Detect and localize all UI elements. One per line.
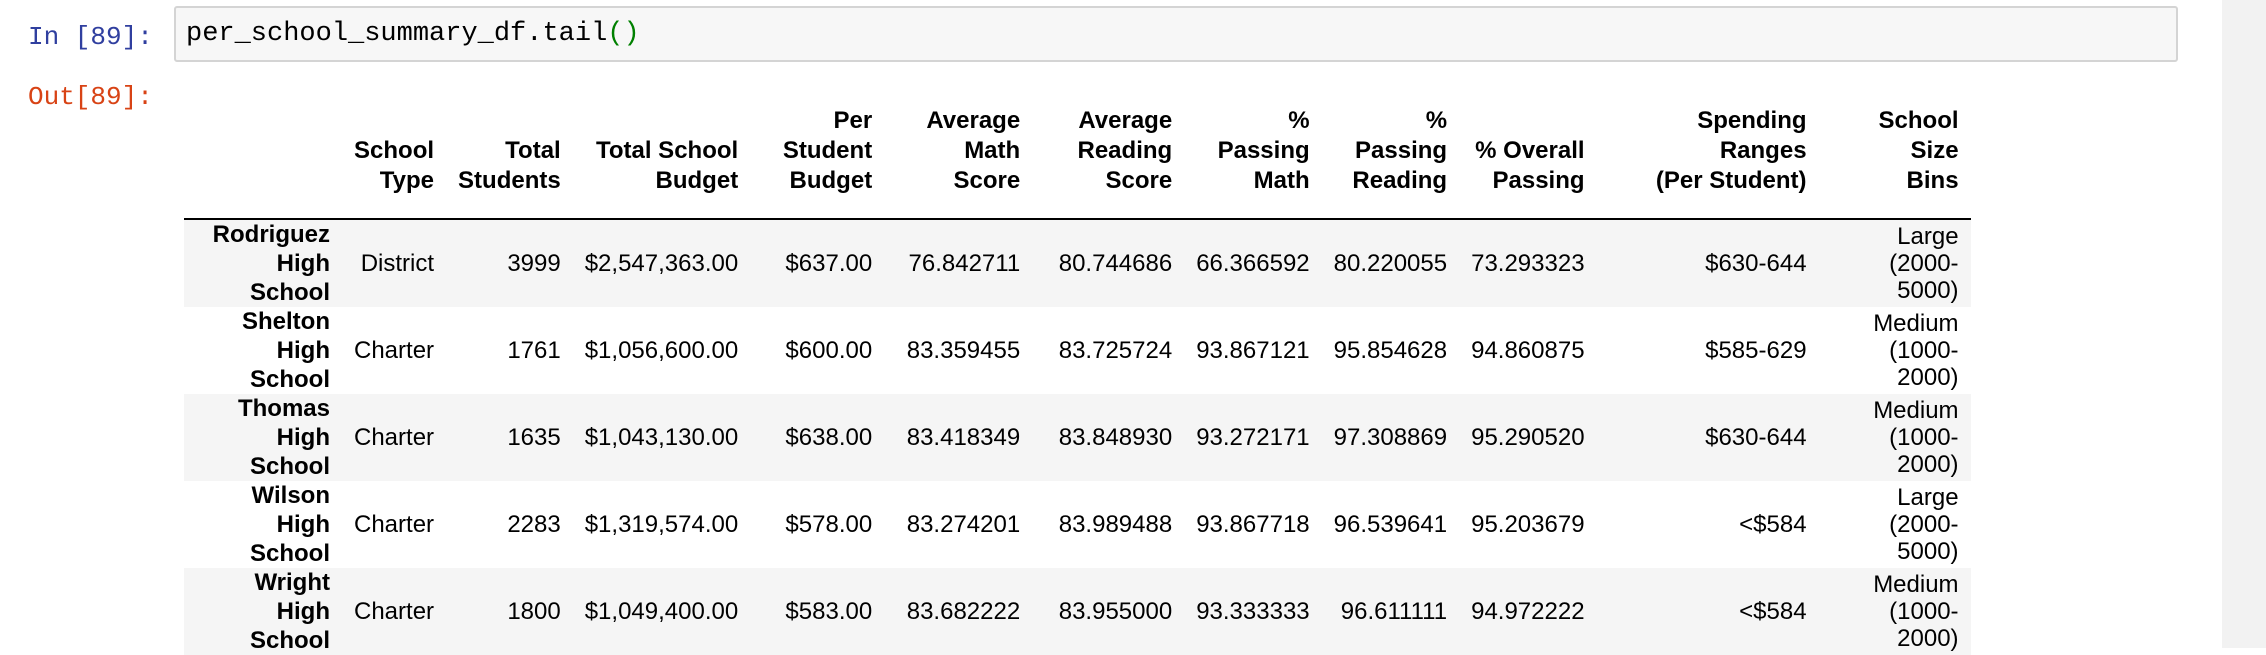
table-cell: 66.366592 <box>1196 250 1310 277</box>
row-index <box>184 481 342 568</box>
row-index-line: Rodriguez <box>212 221 330 248</box>
header-line: Budget <box>655 167 739 194</box>
table-cell: 80.220055 <box>1333 250 1448 277</box>
table-cell: 73.293323 <box>1471 250 1585 277</box>
table-cell: 2283 <box>507 511 561 538</box>
row-index <box>184 307 342 394</box>
table-row <box>184 394 1971 481</box>
table-cell: Charter <box>354 337 435 364</box>
output-prompt: Out[89]: <box>28 82 153 112</box>
column-header <box>1459 106 1596 219</box>
table-cell: 94.972222 <box>1471 598 1585 625</box>
right-scroll-gutter <box>2222 0 2266 648</box>
header-row <box>184 106 1971 219</box>
header-line: Average <box>1078 107 1173 134</box>
header-line: Budget <box>789 167 873 194</box>
cell-line: Large (2000- <box>1889 223 1959 277</box>
column-header <box>750 106 884 219</box>
cell-line: 5000) <box>1897 538 1959 565</box>
header-line: Students <box>458 167 561 194</box>
header-line: Reading <box>1077 137 1173 164</box>
table-cell: 95.290520 <box>1471 424 1585 451</box>
column-header <box>342 106 446 219</box>
code-input-cell[interactable] <box>174 6 2178 62</box>
table-cell: 1800 <box>507 598 561 625</box>
cell-line: Medium <box>1873 310 1959 337</box>
table-cell: 95.203679 <box>1471 511 1585 538</box>
cell-line: (1000-2000) <box>1889 598 1959 652</box>
table-cell: $638.00 <box>785 424 873 451</box>
column-header <box>1322 106 1459 219</box>
column-header <box>1819 106 1971 219</box>
table-cell: $1,049,400.00 <box>584 598 739 625</box>
table-cell: <$584 <box>1739 598 1807 625</box>
header-line: % Overall <box>1475 137 1585 164</box>
table-cell: 93.272171 <box>1196 424 1310 451</box>
table-cell: 93.867718 <box>1196 511 1310 538</box>
table-cell: 80.744686 <box>1058 250 1173 277</box>
code-parens: () <box>607 19 640 49</box>
cell-line: (1000-2000) <box>1889 337 1959 391</box>
cell-line: 5000) <box>1897 277 1959 304</box>
table-cell: 83.848930 <box>1058 424 1173 451</box>
table-cell: 95.854628 <box>1333 337 1448 364</box>
row-index-line: School <box>249 453 330 480</box>
table-cell: 3999 <box>507 250 561 277</box>
header-line: Bins <box>1906 167 1959 194</box>
header-line: Math <box>1253 167 1310 194</box>
row-index <box>184 394 342 481</box>
table-cell: $630-644 <box>1705 424 1807 451</box>
table-cell: 83.359455 <box>906 337 1021 364</box>
cell-line: Medium <box>1873 571 1959 598</box>
row-index <box>184 219 342 307</box>
table-row <box>184 568 1971 655</box>
header-line: Passing <box>1217 137 1310 164</box>
table-cell: District <box>360 250 435 277</box>
header-line: Average <box>926 107 1021 134</box>
table-cell: $578.00 <box>785 511 873 538</box>
row-index <box>184 568 342 655</box>
cell-line: (1000-2000) <box>1889 424 1959 478</box>
index-header <box>184 106 342 219</box>
table-cell: Charter <box>354 511 435 538</box>
column-header <box>884 106 1032 219</box>
table-cell: 1761 <box>507 337 561 364</box>
row-index-line: Wright High <box>254 569 330 625</box>
input-prompt: In [89]: <box>28 22 153 52</box>
table-cell: $1,319,574.00 <box>584 511 739 538</box>
table-row <box>184 219 1971 307</box>
table-cell <box>1819 307 1971 394</box>
row-index-line: High School <box>249 250 330 306</box>
row-index-line: School <box>249 540 330 567</box>
table-cell: $583.00 <box>785 598 873 625</box>
header-line: (Per Student) <box>1655 167 1807 194</box>
table-cell: 83.955000 <box>1058 598 1173 625</box>
row-index-line: School <box>249 627 330 654</box>
table-cell: $2,547,363.00 <box>584 250 739 277</box>
code-line <box>186 19 640 49</box>
table-cell <box>1819 568 1971 655</box>
column-header <box>1184 106 1321 219</box>
header-line: % Passing <box>1355 107 1448 164</box>
header-line: Score <box>1105 167 1173 194</box>
table-cell: 1635 <box>507 424 561 451</box>
column-header <box>446 106 573 219</box>
header-line: Spending Ranges <box>1697 107 1807 164</box>
column-header <box>1597 106 1819 219</box>
header-line: Per Student <box>782 107 873 164</box>
table-cell: 96.611111 <box>1340 598 1448 625</box>
table-cell: 83.989488 <box>1058 511 1173 538</box>
table-cell <box>1819 394 1971 481</box>
table-cell: 93.333333 <box>1196 598 1310 625</box>
table-row <box>184 307 1971 394</box>
table-cell: 83.682222 <box>906 598 1021 625</box>
table-cell: $630-644 <box>1705 250 1807 277</box>
table-cell: 93.867121 <box>1196 337 1310 364</box>
header-line: Total <box>505 137 561 164</box>
table-cell: Charter <box>354 598 435 625</box>
header-line: Passing <box>1492 167 1585 194</box>
row-index-line: School <box>249 366 330 393</box>
table-cell: 94.860875 <box>1471 337 1585 364</box>
header-line: School Size <box>1878 107 1959 164</box>
table-cell: Charter <box>354 424 435 451</box>
table-row <box>184 481 1971 568</box>
code-main: per_school_summary_df.tail <box>186 19 608 49</box>
table-cell: <$584 <box>1739 511 1807 538</box>
table-cell: 83.418349 <box>906 424 1021 451</box>
cell-line: Large (2000- <box>1889 484 1959 538</box>
row-index-line: Wilson High <box>251 482 330 538</box>
column-header <box>1032 106 1184 219</box>
row-index-line: Thomas High <box>237 395 330 451</box>
table-cell: $585-629 <box>1705 337 1807 364</box>
table-cell <box>1819 219 1971 307</box>
table-cell: $637.00 <box>785 250 873 277</box>
table-cell: 83.274201 <box>906 511 1021 538</box>
table-cell: 83.725724 <box>1058 337 1173 364</box>
header-line: School <box>354 137 435 164</box>
table-cell: 97.308869 <box>1333 424 1448 451</box>
column-header <box>573 106 750 219</box>
table-cell: 96.539641 <box>1333 511 1448 538</box>
header-line: % <box>1288 107 1310 134</box>
table-cell: $1,043,130.00 <box>584 424 739 451</box>
table-cell: 76.842711 <box>908 250 1021 277</box>
row-index-line: Shelton High <box>242 308 330 364</box>
header-line: Math Score <box>953 137 1021 194</box>
table-cell: $600.00 <box>785 337 873 364</box>
table-cell <box>1819 481 1971 568</box>
dataframe-output-table <box>184 106 1971 655</box>
header-line: Type <box>379 167 435 194</box>
cell-line: Medium <box>1873 397 1959 424</box>
table-cell: $1,056,600.00 <box>584 337 739 364</box>
header-line: Total School <box>595 137 739 164</box>
header-line: Reading <box>1352 167 1448 194</box>
